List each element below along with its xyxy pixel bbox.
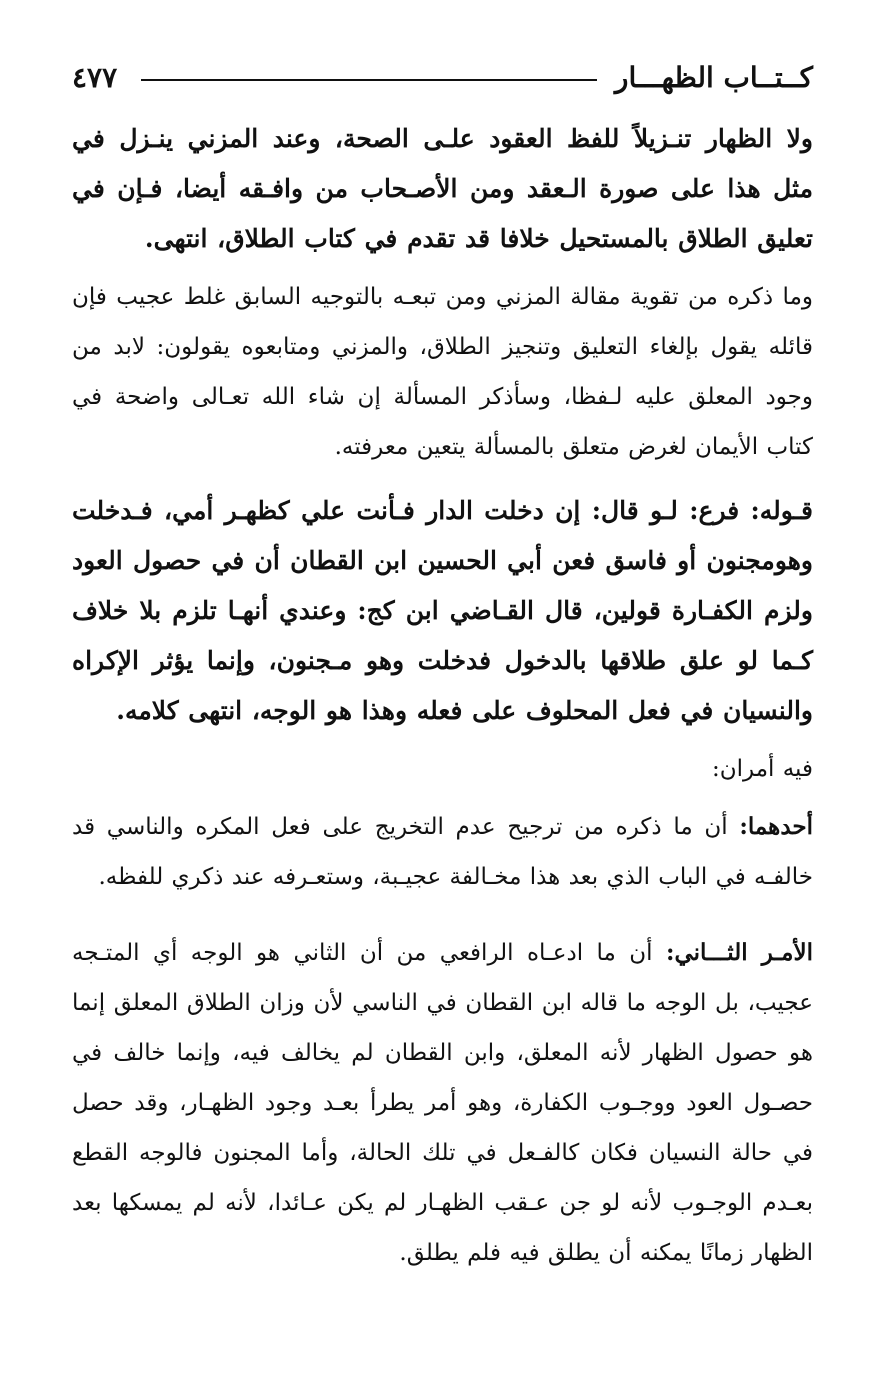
first-matter-text: أن ما ذكره من ترجيح عدم التخريج على فعل المكره والناسي قد خالفـه في الباب الذي بعد هذا مخـالفة عجيـبة، وستعـرفه عند ذكري للفظه. xyxy=(72,814,813,890)
second-matter-heading: الأمـر الثـــاني: xyxy=(666,939,814,966)
second-matter-text: أن ما ادعـاه الرافعي من أن الثاني هو الوجه أي المتـجه عجيب، بل الوجه ما قاله ابن القطان في الناسي لأن وزان الطلاق المعلق إنما هو حصول الظهار لأنه المعلق، وابن القطان لم يخالف فيه، وإنما خالف في حصـول العود ووجـوب الكفارة، وهو أمر يطرأ بعـد وجود الظهـار، وقد حصل في حالة النسيان فكان كالفـعل في تلك الحالة، وأما المجنون فالوجه القطع بعـدم الوجـوب لأنه لو جن عـقب الظهـار لم يكن عـائدا، لأنه لم يمسكها بعد الظهار زمانًا يمكنه أن يطلق فيه فلم يطلق. xyxy=(72,940,813,1266)
two-matters-intro: فيه أمران: xyxy=(711,756,813,782)
commentary-paragraph-1: وما ذكره من تقوية مقالة المزني ومن تبعـه بالتوجيه السابق غلط عجيب فإن قائله يقول بإلغاء التعليق وتنجيز الطلاق، والمزني ومتابعوه يقولون: لابد من وجود المعلق عليه لـفظا، وسأذكر المسألة إن شاء الله تعـالى واضحة في كتاب الأيمان لغرض متعلق بالمسألة يتعين معرفته. xyxy=(72,284,813,460)
page-number: ٤٧٧ xyxy=(72,60,118,94)
first-matter-paragraph xyxy=(72,802,813,902)
header-rule xyxy=(141,79,597,81)
quoted-passage-2: قـوله: فرع: لـو قال: إن دخلت الدار فـأنت علي كظهـر أمي، فـدخلت وهومجنون أو فاسق فعن أبي الحسين ابن القطان أن في حصول العود ولزم الكفـارة قولين، قال القـاضي ابن كج: وعندي أنهـا تلزم بلا خلاف كـما لو علق طلاقها بالدخول فدخلت وهو مـجنون، وإنما يؤثر الإكراه والنسيان في فعل المحلوف على فعله وهذا هو الوجه، انتهى كلامه. xyxy=(72,496,813,725)
chapter-title: كــتــاب الظهـــار xyxy=(614,60,813,94)
second-matter-paragraph xyxy=(72,928,813,1278)
running-header xyxy=(72,58,813,96)
first-matter-heading: أحدهما: xyxy=(739,813,813,840)
quoted-passage-1: ولا الظهار تنـزيلاً للفظ العقود علـى الصحة، وعند المزني ينـزل في مثل هذا على صورة الـعقد ومن الأصـحاب من وافـقه أيضا، فـإن في تعليق الطلاق بالمستحيل خلافا قد تقدم في كتاب الطلاق، انتهى. xyxy=(72,124,813,253)
